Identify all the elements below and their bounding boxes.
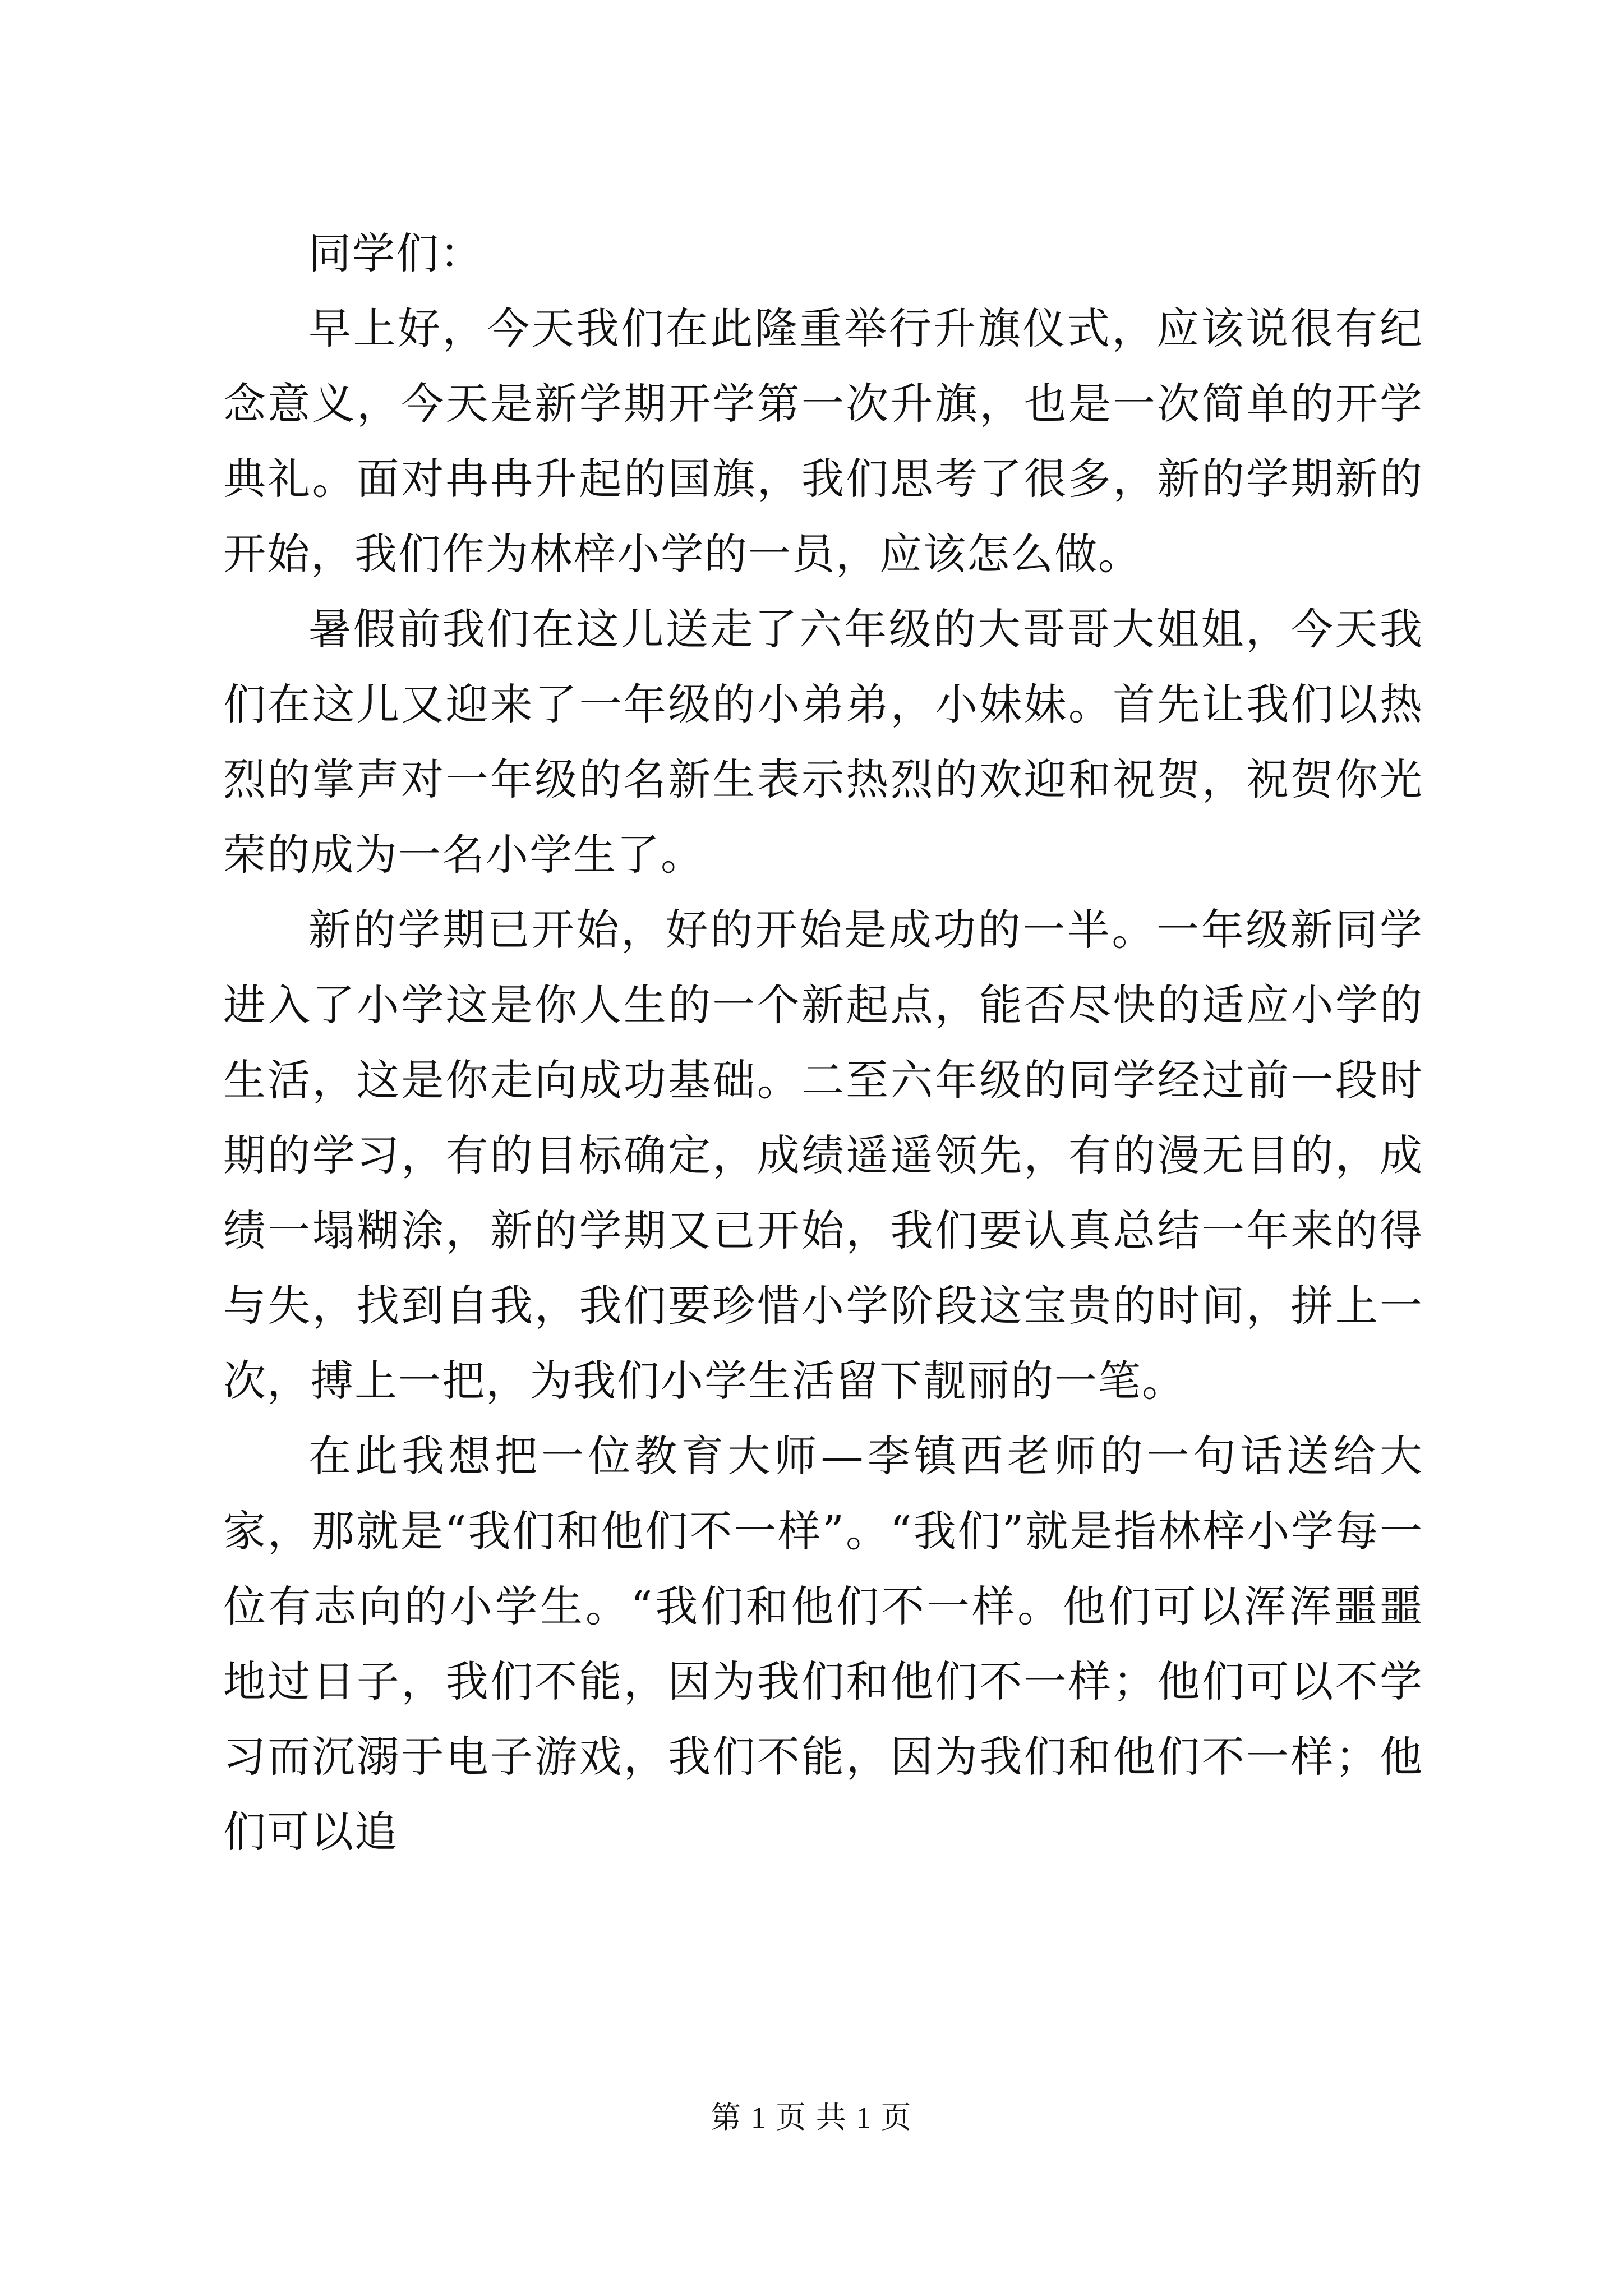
paragraph-3: 新的学期已开始，好的开始是成功的一半。一年级新同学进入了小学这是你人生的一个新起点，能否尽快的适应小学的生活，这是你走向成功基础。二至六年级的同学经过前一段时期的学习，有的目标确定，成绩遥遥领先，有的漫无目的，成绩一塌糊涂，新的学期又已开始，我们要认真总结一年来的得与失，找到自我，我们要珍惜小学阶段这宝贵的时间，拼上一次，搏上一把，为我们小学生活留下靓丽的一笔。 xyxy=(223,905,1423,1406)
page-footer: 第 1 页 共 1 页 xyxy=(711,2101,912,2134)
paragraph-1: 早上好，今天我们在此隆重举行升旗仪式，应该说很有纪念意义，今天是新学期开学第一次升旗，也是一次简单的开学典礼。面对冉冉升起的国旗，我们思考了很多，新的学期新的开始，我们作为林梓小学的一员，应该怎么做。 xyxy=(223,303,1423,579)
greeting-line: 同学们： xyxy=(308,228,483,278)
document-body xyxy=(223,216,1423,1870)
paragraph-2: 暑假前我们在这儿送走了六年级的大哥哥大姐姐，今天我们在这儿又迎来了一年级的小弟弟，小妹妹。首先让我们以热烈的掌声对一年级的名新生表示热烈的欢迎和祝贺，祝贺你光荣的成为一名小学生了。 xyxy=(223,604,1423,880)
paragraph-4: 在此我想把一位教育大师—李镇西老师的一句话送给大家，那就是“我们和他们不一样”。“我们”就是指林梓小学每一位有志向的小学生。“我们和他们不一样。他们可以浑浑噩噩地过日子，我们不能，因为我们和他们不一样；他们可以不学习而沉溺于电子游戏，我们不能，因为我们和他们不一样；他们可以追 xyxy=(223,1431,1423,1857)
